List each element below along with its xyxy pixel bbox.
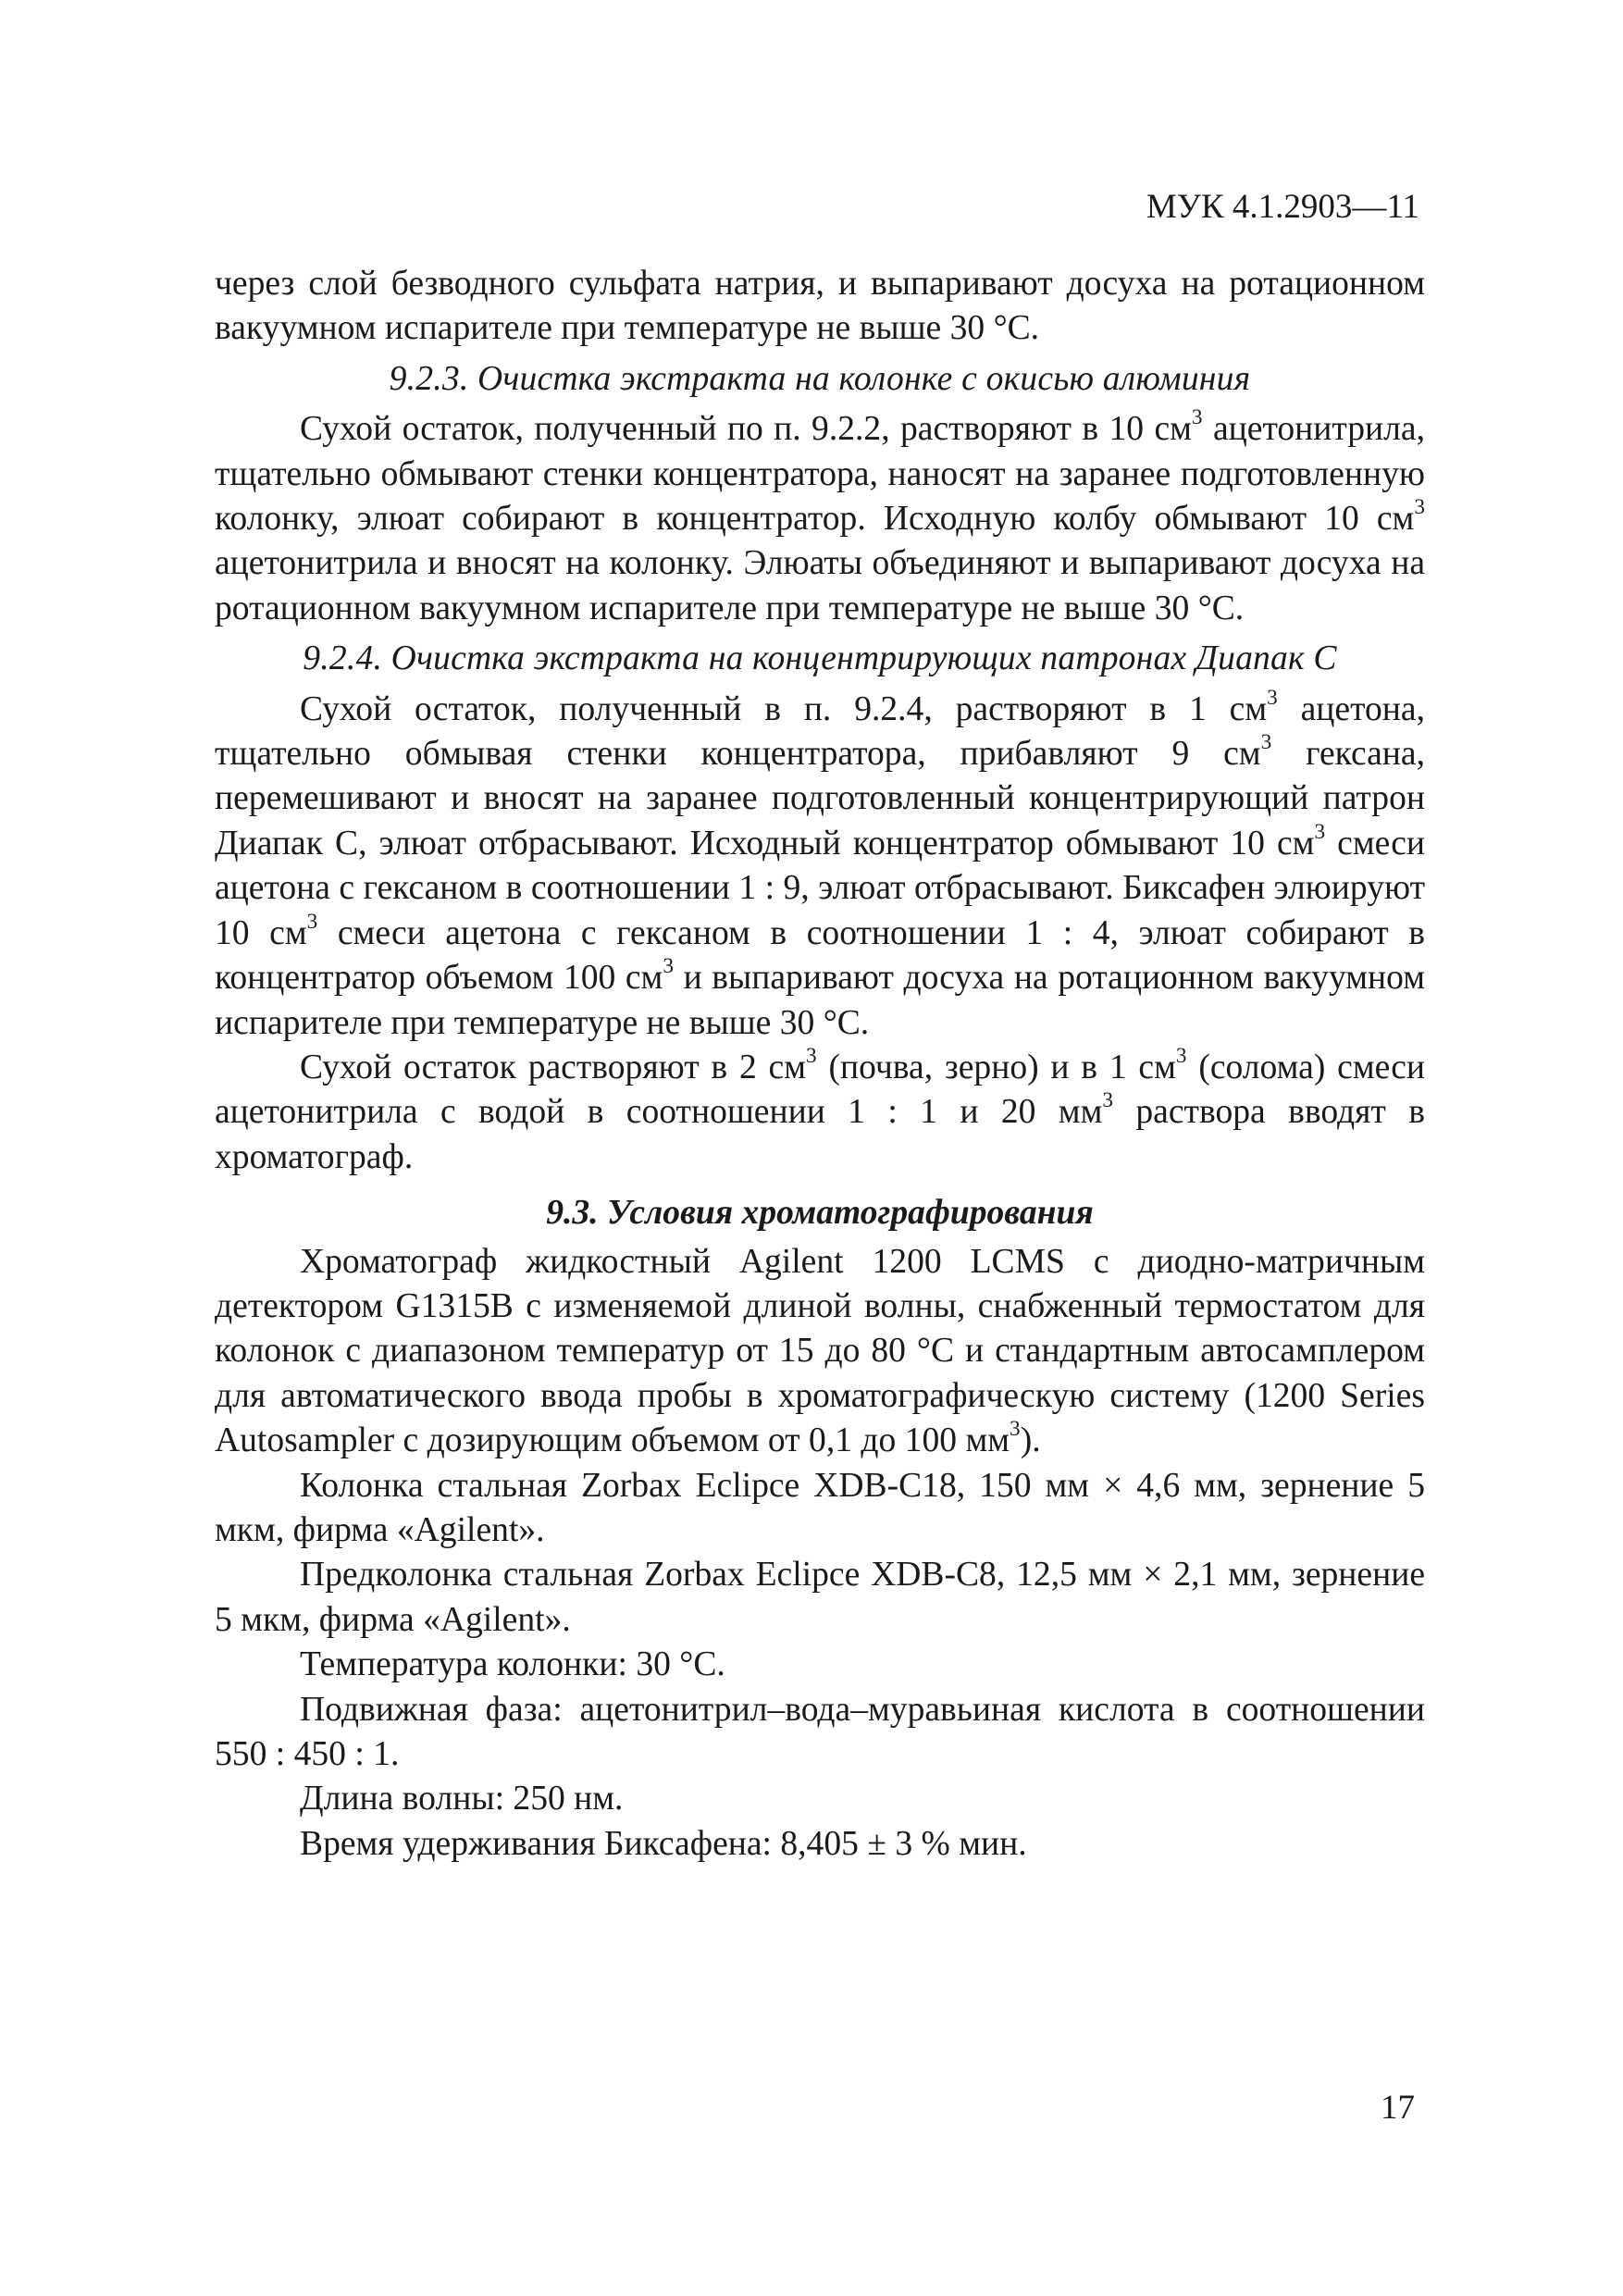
superscript: 3 (1260, 730, 1272, 755)
paragraph-precolumn: Предколонка стальная Zorbax Eclipce XDB-C8, 12,5 мм × 2,1 мм, зернение 5 мкм, фирма «Agilent». (215, 1556, 1425, 1639)
superscript: 3 (663, 954, 674, 979)
superscript: 3 (1191, 405, 1203, 430)
superscript: 3 (1414, 495, 1425, 520)
section-heading-9-2-4: 9.2.4. Очистка экстракта на концентрирующих патронах Диапак С (303, 639, 1337, 678)
paragraph-dry-residue: Сухой остаток растворяют в 2 $см^3$ (почва, зерно) и в 1 $см^3$ (солома) смеси ацетонитрила с водой в соотношении 1 : 1 и 20 $мм^3$ раствора вводят в хроматограф. (215, 1043, 1425, 1176)
superscript: 3 (306, 909, 318, 934)
section-heading-9-2-3: 9.2.3. Очистка экстракта на колонке с окисью алюминия (389, 359, 1251, 398)
paragraph-9-2-3: Сухой остаток, полученный по п. 9.2.2, растворяют в 10 $см^3$ ацетонитрила, тщательно обмывают стенки концентратора, наносят на заранее подготовленную колонку, элюат собирают в концентратор. Исходную колбу обмывают 10 $см^3$ ацетонитрила и вносят на колонку. Элюаты объединяют и выпаривают досуха на ротационном вакуумном испарителе при температуре не выше 30 °С. (215, 405, 1425, 627)
document-code-header: МУК 4.1.2903—11 (1146, 188, 1419, 226)
paragraph-9-2-4: Сухой остаток, полученный в п. 9.2.4, растворяют в 1 $см^3$ ацетона, тщательно обмывая стенки концентратора, прибавляют 9 $см^3$ гексана, перемешивают и вносят на заранее подготовленный концентрирующий патрон Диапак С, элюат отбрасывают. Исходный концентратор обмывают 10 $см^3$ смеси ацетона с гексаном в соотношении 1 : 9, элюат отбрасывают. Биксафен элюируют 10 $см^3$ смеси ацетона с гексаном в соотношении 1 : 4, элюат собирают в концентратор объемом 100 $см^3$ и выпаривают досуха на ротационном вакуумном испарителе при температуре не выше 30 °С. (215, 685, 1425, 1042)
superscript: 3 (1267, 685, 1278, 710)
superscript: 3 (806, 1043, 817, 1068)
superscript: 3 (1175, 1043, 1187, 1068)
superscript: 3 (1010, 1417, 1021, 1442)
paragraph-column: Колонка стальная Zorbax Eclipce XDB-C18, 150 мм × 4,6 мм, зернение 5 мкм, фирма «Agilent». (215, 1466, 1425, 1549)
paragraph-chromatograph: Хроматограф жидкостный Agilent 1200 LCMS с диодно-матричным детектором G1315B с изменяемой длиной волны, снабженный термостатом для колонок с диапазоном температур от 15 до 80 °С и стандартным автосамплером для автоматического ввода пробы в хроматографическую систему (1200 Series Autosampler с дозирующим объемом от 0,1 до 100 $мм^3$). (215, 1242, 1425, 1460)
paragraph-mobile-phase: Подвижная фаза: ацетонитрил–вода–муравьиная кислота в соотношении 550 : 450 : 1. (215, 1690, 1425, 1773)
paragraph-column-temperature: Температура колонки: 30 °С. (300, 1645, 725, 1684)
superscript: 3 (1102, 1088, 1114, 1113)
section-heading-9-3: 9.3. Условия хроматографирования (546, 1194, 1094, 1233)
paragraph-retention-time: Время удерживания Биксафена: 8,405 ± 3 % мин. (300, 1824, 1027, 1863)
page-number: 17 (1381, 2089, 1415, 2127)
superscript: 3 (1314, 819, 1326, 844)
paragraph-wavelength: Длина волны: 250 нм. (300, 1780, 624, 1818)
paragraph-continuation: через слой безводного сульфата натрия, и выпаривают досуха на ротационном вакуумном испарителе при температуре не выше 30 °С. (215, 265, 1425, 348)
document-body (215, 262, 1425, 1867)
